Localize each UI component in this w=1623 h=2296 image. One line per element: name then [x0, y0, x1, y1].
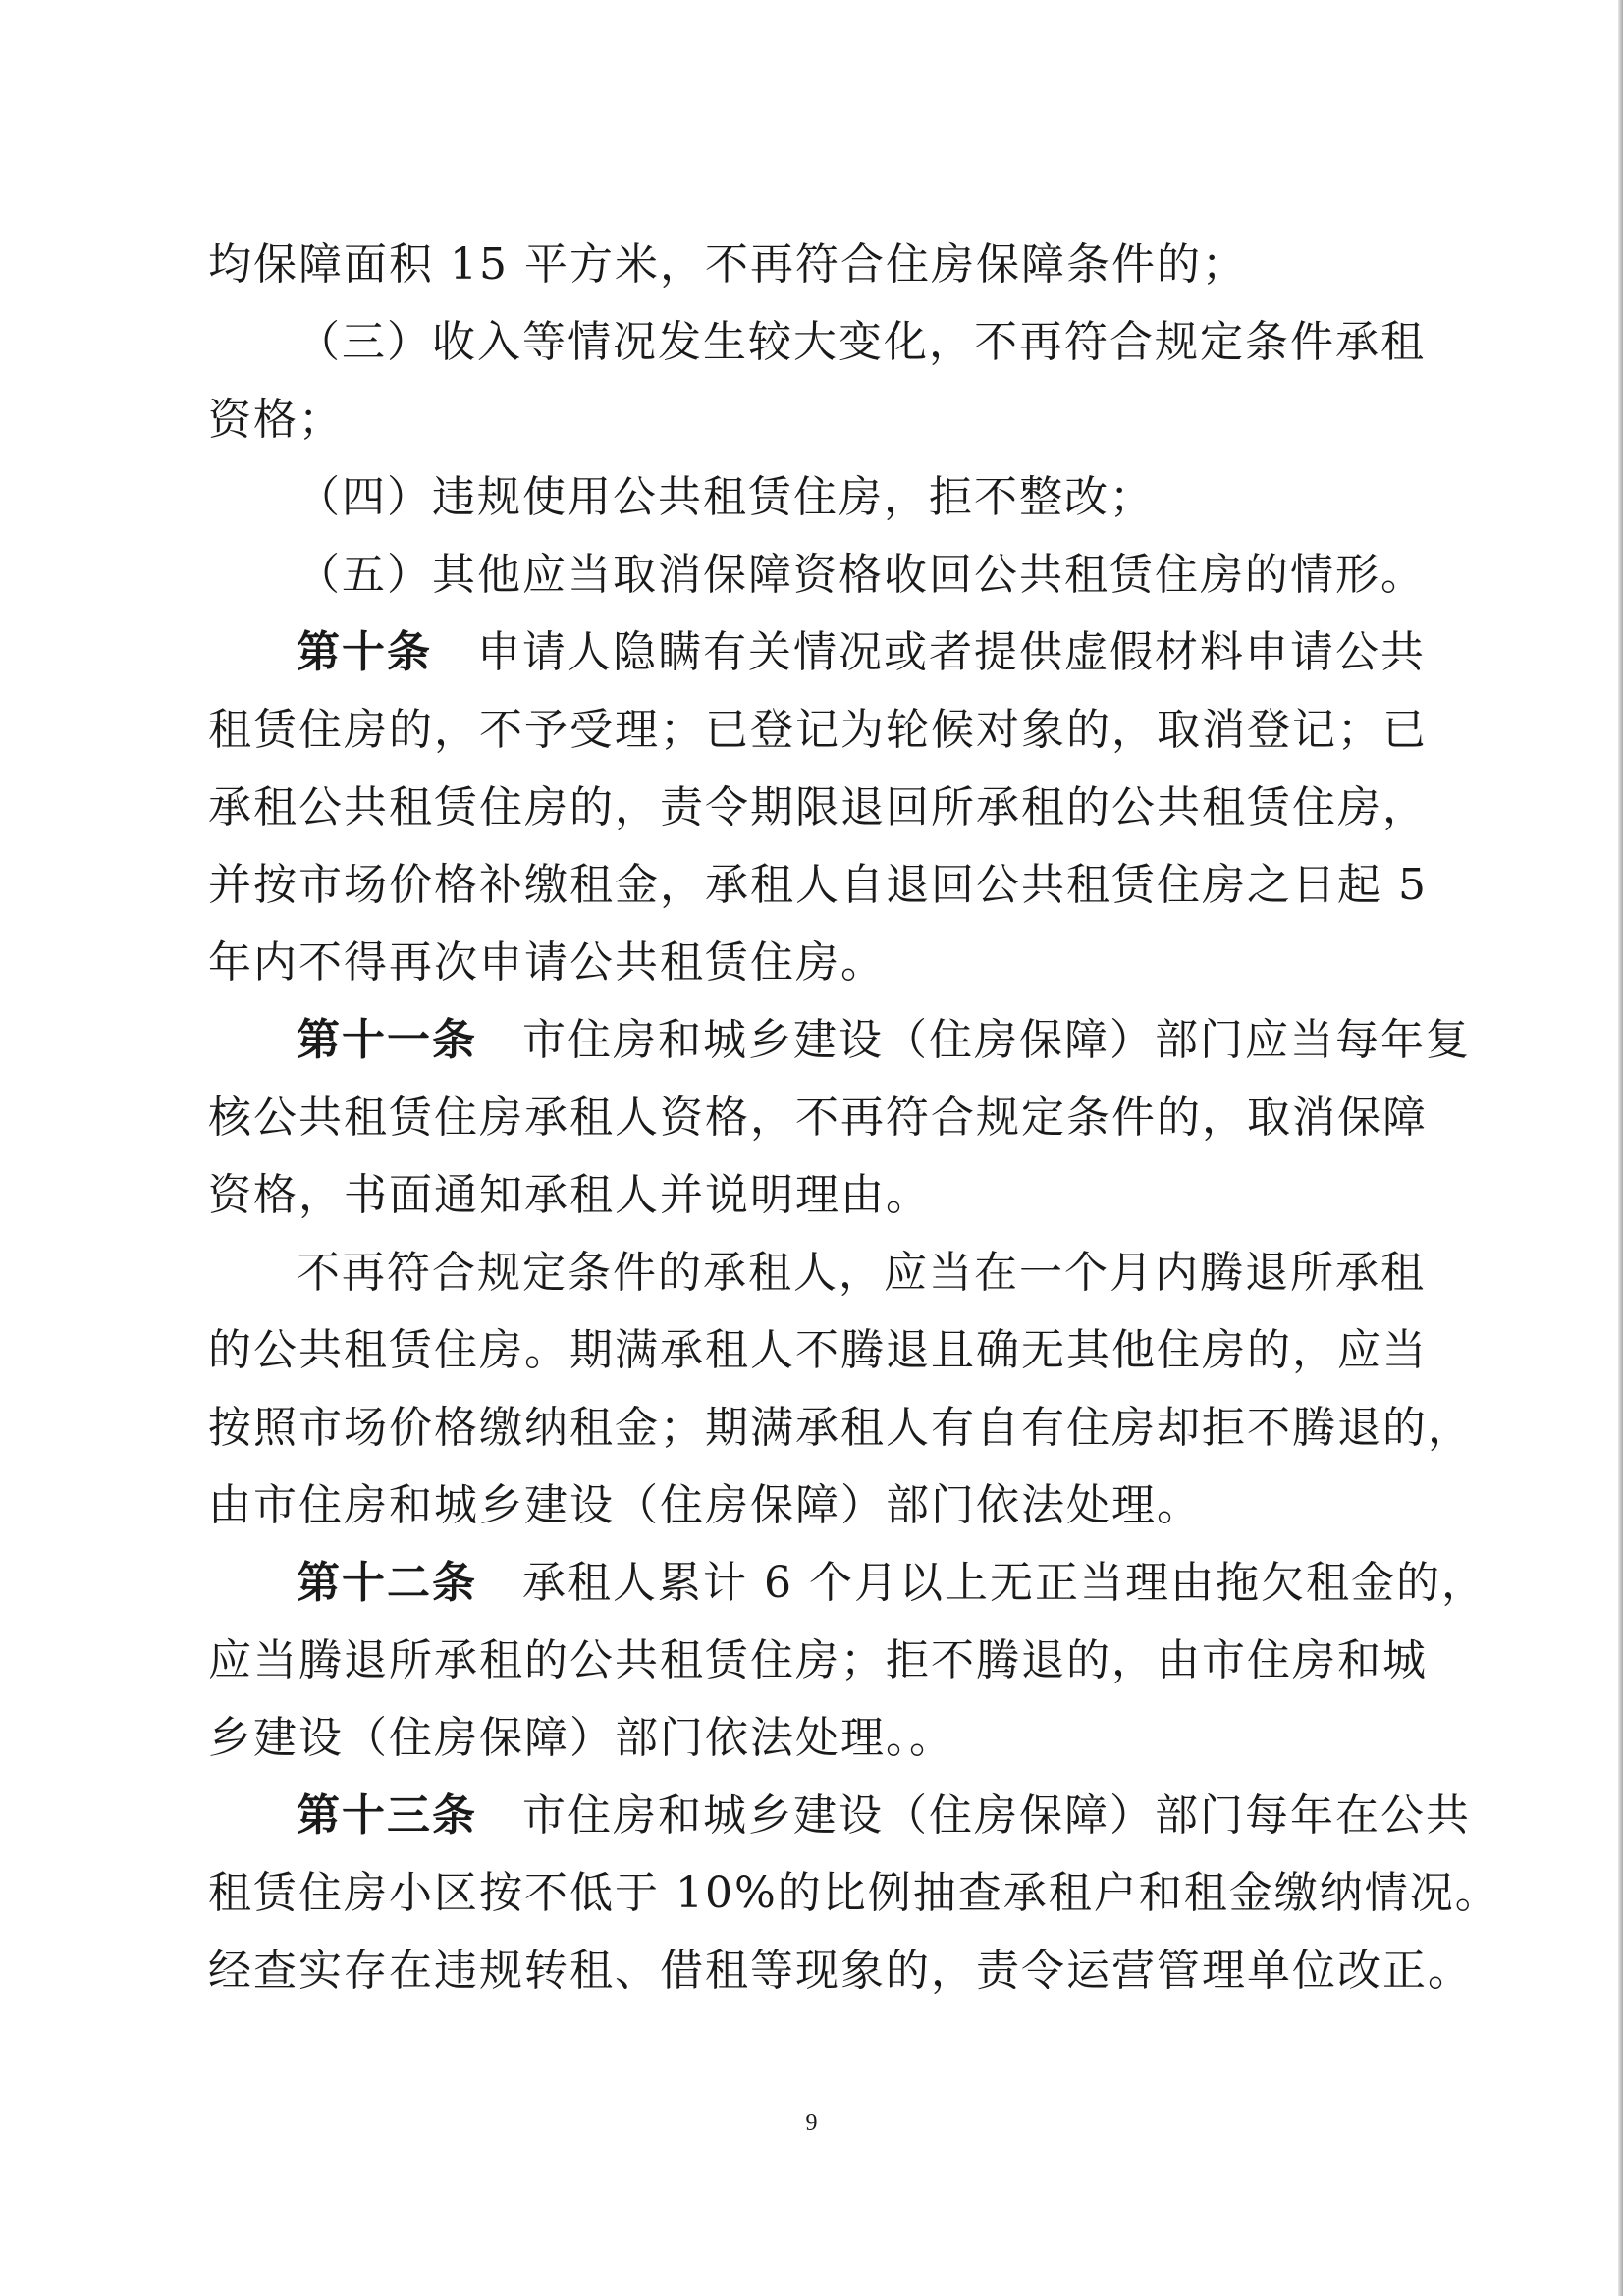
- text-line: 年内不得再次申请公共租赁住房。: [208, 937, 886, 988]
- text-line: 均保障面积 15 平方米，不再符合住房保障条件的；: [208, 240, 1247, 290]
- article-10-first-line: [208, 614, 1426, 691]
- text-line: 按照市场价格缴纳租金；期满承租人有自有住房却拒不腾退的，: [208, 1403, 1473, 1453]
- text-line: 并按市场价格补缴租金，承租人自退回公共租赁住房之日起 5: [208, 860, 1428, 910]
- text-line: 资格；: [208, 395, 344, 445]
- text-line: 租赁住房的，不予受理；已登记为轮候对象的，取消登记；已: [208, 705, 1428, 755]
- text-line: 经查实存在违规转租、借租等现象的，责令运营管理单位改正。: [208, 1946, 1473, 1996]
- scan-edge-shadow: [1618, 0, 1623, 2296]
- article-heading: 第十二条: [297, 1558, 477, 1608]
- article-text: 市住房和城乡建设（住房保障）部门每年在公共: [522, 1790, 1471, 1841]
- text-line: 由市住房和城乡建设（住房保障）部门依法处理。: [208, 1480, 1202, 1530]
- article-11-first-line: [208, 1001, 1471, 1079]
- article-13-first-line: [208, 1777, 1471, 1854]
- text-line: 不再符合规定条件的承租人，应当在一个月内腾退所承租: [297, 1248, 1426, 1298]
- text-line: （五）其他应当取消保障资格收回公共租赁住房的情形。: [297, 550, 1426, 600]
- text-line: （四）违规使用公共租赁住房，拒不整改；: [297, 472, 1155, 522]
- text-line: 承租公共租赁住房的，责令期限退回所承租的公共租赁住房，: [208, 782, 1428, 832]
- page-number: 9: [805, 2110, 818, 2136]
- article-text: 承租人累计 6 个月以上无正当理由拖欠租金的，: [522, 1558, 1487, 1608]
- text-line: 的公共租赁住房。期满承租人不腾退且确无其他住房的，应当: [208, 1325, 1428, 1375]
- article-heading: 第十条: [297, 627, 432, 677]
- article-heading: 第十一条: [297, 1015, 477, 1065]
- article-text: 申请人隐瞒有关情况或者提供虚假材料申请公共: [477, 627, 1426, 677]
- text-line: 应当腾退所承租的公共租赁住房；拒不腾退的，由市住房和城: [208, 1635, 1428, 1685]
- text-line: 资格，书面通知承租人并说明理由。: [208, 1170, 931, 1220]
- text-line: 核公共租赁住房承租人资格，不再符合规定条件的，取消保障: [208, 1093, 1428, 1143]
- text-line: （三）收入等情况发生较大变化，不再符合规定条件承租: [297, 317, 1426, 367]
- text-line: 租赁住房小区按不低于 10%的比例抽查承租户和租金缴纳情况。: [208, 1868, 1500, 1918]
- article-text: 市住房和城乡建设（住房保障）部门应当每年复: [522, 1015, 1471, 1065]
- text-line: 乡建设（住房保障）部门依法处理。。: [208, 1713, 954, 1763]
- body-text: [208, 226, 1500, 2009]
- article-heading: 第十三条: [297, 1790, 477, 1841]
- article-12-first-line: [208, 1544, 1487, 1622]
